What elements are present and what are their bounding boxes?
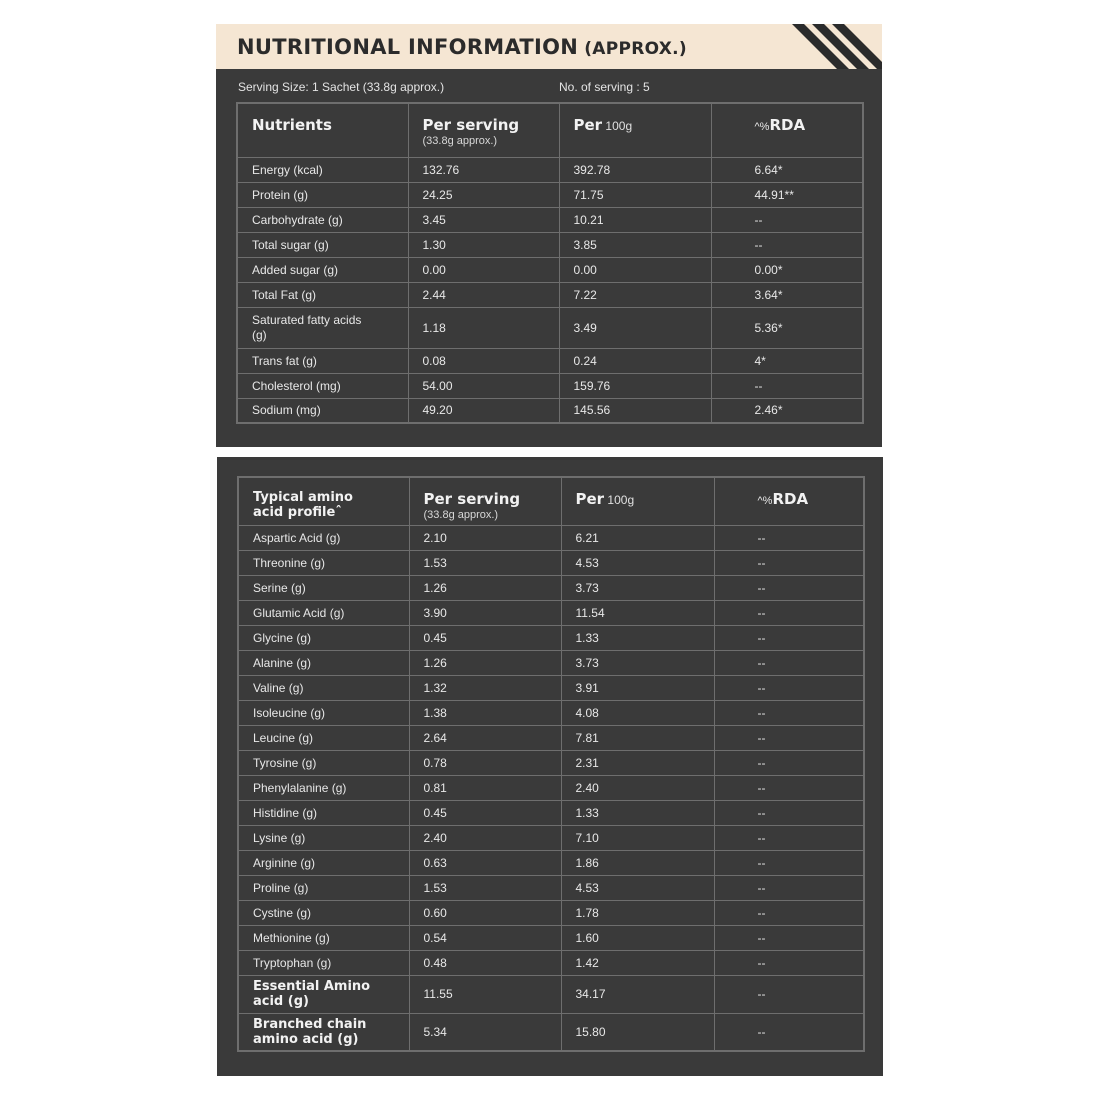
- table-row: Protein (g) 24.25 71.75 44.91**: [237, 182, 863, 207]
- page-title: [237, 35, 687, 59]
- header-rda: ^%RDA: [711, 103, 863, 157]
- table-row: Aspartic Acid (g) 2.10 6.21 --: [238, 525, 864, 550]
- header-per-serving: Per serving (33.8g approx.): [408, 103, 559, 157]
- table-row: Serine (g) 1.26 3.73 --: [238, 575, 864, 600]
- table-row: Threonine (g) 1.53 4.53 --: [238, 550, 864, 575]
- nutrition-header-row: [237, 103, 863, 157]
- header-per-serving: Per serving (33.8g approx.): [409, 477, 561, 525]
- table-row: Tyrosine (g) 0.78 2.31 --: [238, 750, 864, 775]
- table-row: Cystine (g) 0.60 1.78 --: [238, 900, 864, 925]
- amino-acid-table: [237, 476, 865, 1052]
- table-row: Leucine (g) 2.64 7.81 --: [238, 725, 864, 750]
- header-per-100g: Per 100g: [559, 103, 711, 157]
- table-row: Proline (g) 1.53 4.53 --: [238, 875, 864, 900]
- table-row: Lysine (g) 2.40 7.10 --: [238, 825, 864, 850]
- table-row: Trans fat (g) 0.08 0.24 4*: [237, 348, 863, 373]
- summary-row: Essential Amino acid (g) 11.55 34.17 --: [238, 975, 864, 1013]
- table-row: Total Fat (g) 2.44 7.22 3.64*: [237, 282, 863, 307]
- table-row: Glutamic Acid (g) 3.90 11.54 --: [238, 600, 864, 625]
- table-row: Sodium (mg) 49.20 145.56 2.46*: [237, 398, 863, 423]
- table-row: Methionine (g) 0.54 1.60 --: [238, 925, 864, 950]
- table-row: Isoleucine (g) 1.38 4.08 --: [238, 700, 864, 725]
- table-row: Energy (kcal) 132.76 392.78 6.64*: [237, 157, 863, 182]
- table-row: Valine (g) 1.32 3.91 --: [238, 675, 864, 700]
- stripes-decoration-icon: [792, 24, 882, 69]
- table-row: Glycine (g) 0.45 1.33 --: [238, 625, 864, 650]
- table-row: Carbohydrate (g) 3.45 10.21 --: [237, 207, 863, 232]
- table-row: Added sugar (g) 0.00 0.00 0.00*: [237, 257, 863, 282]
- servings-count: No. of serving : 5: [559, 80, 650, 94]
- title-suffix: (APPROX.): [584, 39, 688, 59]
- serving-size: Serving Size: 1 Sachet (33.8g approx.): [238, 80, 445, 94]
- table-row: Arginine (g) 0.63 1.86 --: [238, 850, 864, 875]
- table-row: Cholesterol (mg) 54.00 159.76 --: [237, 373, 863, 398]
- table-row: Total sugar (g) 1.30 3.85 --: [237, 232, 863, 257]
- title-bar: [216, 24, 882, 69]
- summary-row: Branched chain amino acid (g) 5.34 15.80 --: [238, 1013, 864, 1051]
- header-rda: ^%RDA: [714, 477, 864, 525]
- amino-header-row: [238, 477, 864, 525]
- title-main: NUTRITIONAL INFORMATION: [237, 35, 579, 59]
- table-row: Tryptophan (g) 0.48 1.42 --: [238, 950, 864, 975]
- header-nutrients: Nutrients: [237, 103, 408, 157]
- header-amino-profile: Typical amino acid profileˆ: [238, 477, 409, 525]
- header-per-100g: Per 100g: [561, 477, 714, 525]
- table-row: Phenylalanine (g) 0.81 2.40 --: [238, 775, 864, 800]
- table-row: Alanine (g) 1.26 3.73 --: [238, 650, 864, 675]
- nutrition-table: [236, 102, 864, 424]
- table-row: Histidine (g) 0.45 1.33 --: [238, 800, 864, 825]
- table-row: Saturated fatty acids (g) 1.18 3.49 5.36*: [237, 307, 863, 348]
